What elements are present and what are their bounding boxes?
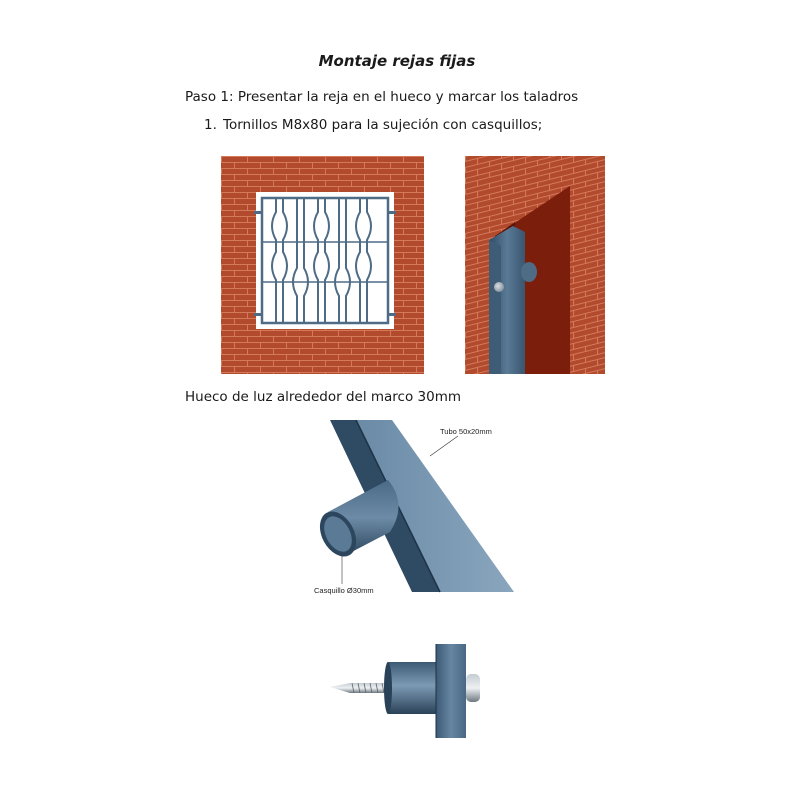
window-grille-front-figure: [221, 156, 424, 374]
screw-head: [494, 282, 504, 292]
frame-side-figure: [465, 156, 605, 374]
sleeve-cylinder: [384, 662, 438, 714]
list-number: 1.: [204, 117, 217, 133]
list-text: Tornillos M8x80 para la sujeción con casquillos;: [223, 117, 543, 133]
sleeve: [313, 480, 399, 563]
list-item: [204, 117, 542, 133]
screw-assembly-figure: [330, 640, 490, 740]
tube-section: [436, 644, 466, 738]
tube-sleeve-detail-figure: [300, 420, 520, 600]
tube-label: Tubo 50x20mm: [440, 427, 492, 436]
gap-caption: Hueco de luz alrededor del marco 30mm: [185, 389, 462, 405]
step-heading: Paso 1: Presentar la reja en el hueco y marcar los taladros: [185, 89, 579, 105]
page-title: Montaje rejas fijas: [318, 52, 476, 70]
sleeve-knob: [521, 262, 537, 282]
tube-leader-line: [430, 436, 458, 456]
frame-post-face: [489, 240, 501, 374]
sleeve-label: Casquillo Ø30mm: [314, 586, 374, 595]
